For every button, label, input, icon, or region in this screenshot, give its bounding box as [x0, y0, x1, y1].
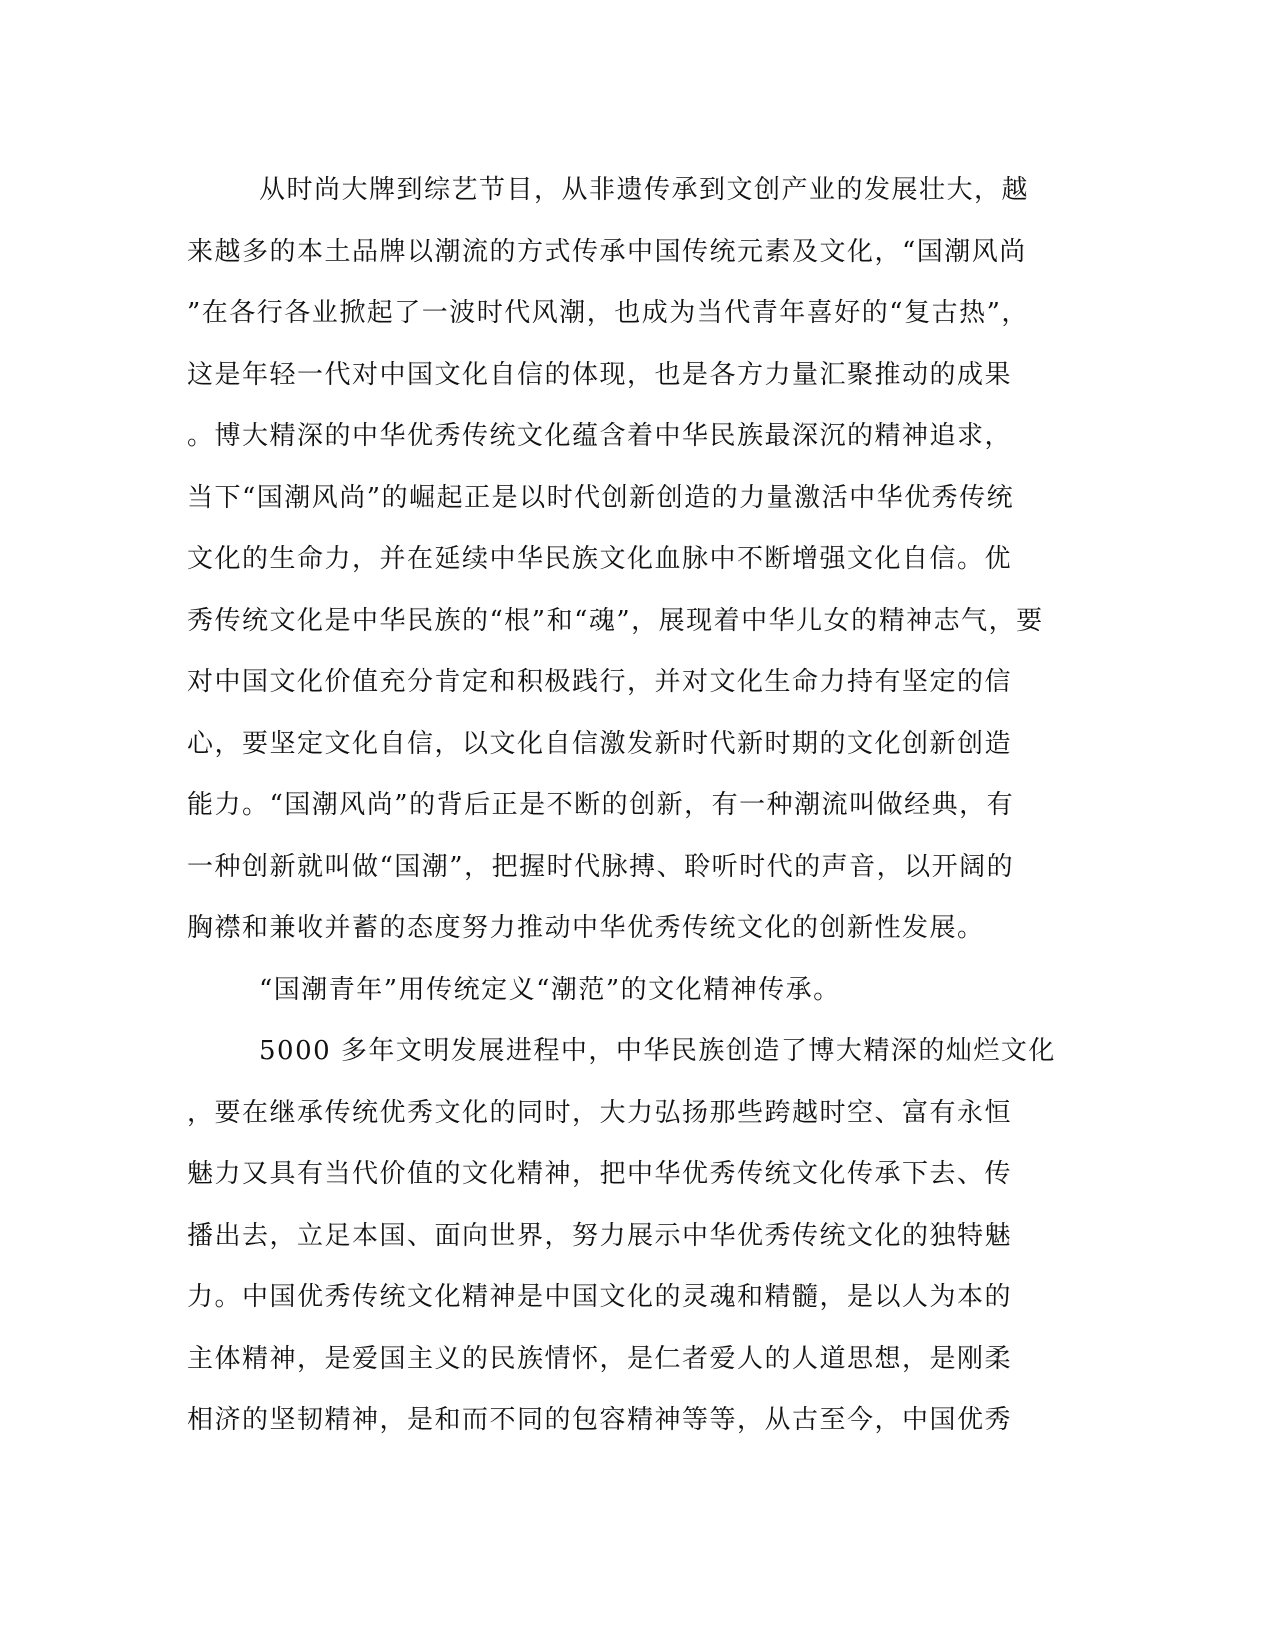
text-line: 力。中国优秀传统文化精神是中国文化的灵魂和精髓，是以人为本的: [187, 1282, 1013, 1312]
text-line: 来越多的本土品牌以潮流的方式传承中国传统元素及文化，“国潮风尚: [187, 236, 1027, 267]
text-line: ”在各行各业掀起了一波时代风潮，也成为当代青年喜好的“复古热”，: [187, 298, 1029, 328]
text-line: 主体精神，是爱国主义的民族情怀，是仁者爱人的人道思想，是刚柔: [187, 1343, 1013, 1374]
text-line: 从时尚大牌到综艺节目，从非遗传承到文创产业的发展壮大，越: [259, 175, 1030, 205]
text-line: 一种创新就叫做“国潮”，把握时代脉搏、聆听时代的声音，以开阔的: [187, 851, 1015, 882]
text-line: 胸襟和兼收并蓄的态度努力推动中华优秀传统文化的创新性发展。: [187, 913, 985, 943]
text-line: 能力。“国潮风尚”的背后正是不断的创新，有一种潮流叫做经典，有: [187, 790, 1015, 820]
text-line: 对中国文化价值充分肯定和积极践行，并对文化生命力持有坚定的信: [187, 667, 1013, 697]
body-text: [187, 160, 1087, 1452]
text-line: 相济的坚韧精神，是和而不同的包容精神等等，从古至今，中国优秀: [187, 1405, 1013, 1435]
text-line: 魅力又具有当代价值的文化精神，把中华优秀传统文化传承下去、传: [187, 1159, 1013, 1189]
text-line: 5000 多年文明发展进程中，中华民族创造了博大精深的灿烂文化: [259, 1036, 1056, 1066]
text-line: 当下“国潮风尚”的崛起正是以时代创新创造的力量激活中华优秀传统: [187, 482, 1015, 513]
text-line: 播出去，立足本国、面向世界，努力展示中华优秀传统文化的独特魅: [187, 1220, 1013, 1251]
text-line: 这是年轻一代对中国文化自信的体现，也是各方力量汇聚推动的成果: [187, 359, 1013, 390]
section-heading: “国潮青年”用传统定义“潮范”的文化精神传承。: [259, 974, 841, 1005]
text-line: ，要在继承传统优秀文化的同时，大力弘扬那些跨越时空、富有永恒: [187, 1097, 1013, 1128]
text-line: 心，要坚定文化自信，以文化自信激发新时代新时期的文化创新创造: [187, 728, 1013, 759]
text-line: 秀传统文化是中华民族的“根”和“魂”，展现着中华儿女的精神志气，要: [187, 605, 1044, 636]
text-line: 。博大精深的中华优秀传统文化蕴含着中华民族最深沉的精神追求，: [187, 421, 1013, 451]
text-line: 文化的生命力，并在延续中华民族文化血脉中不断增强文化自信。优: [187, 544, 1013, 574]
